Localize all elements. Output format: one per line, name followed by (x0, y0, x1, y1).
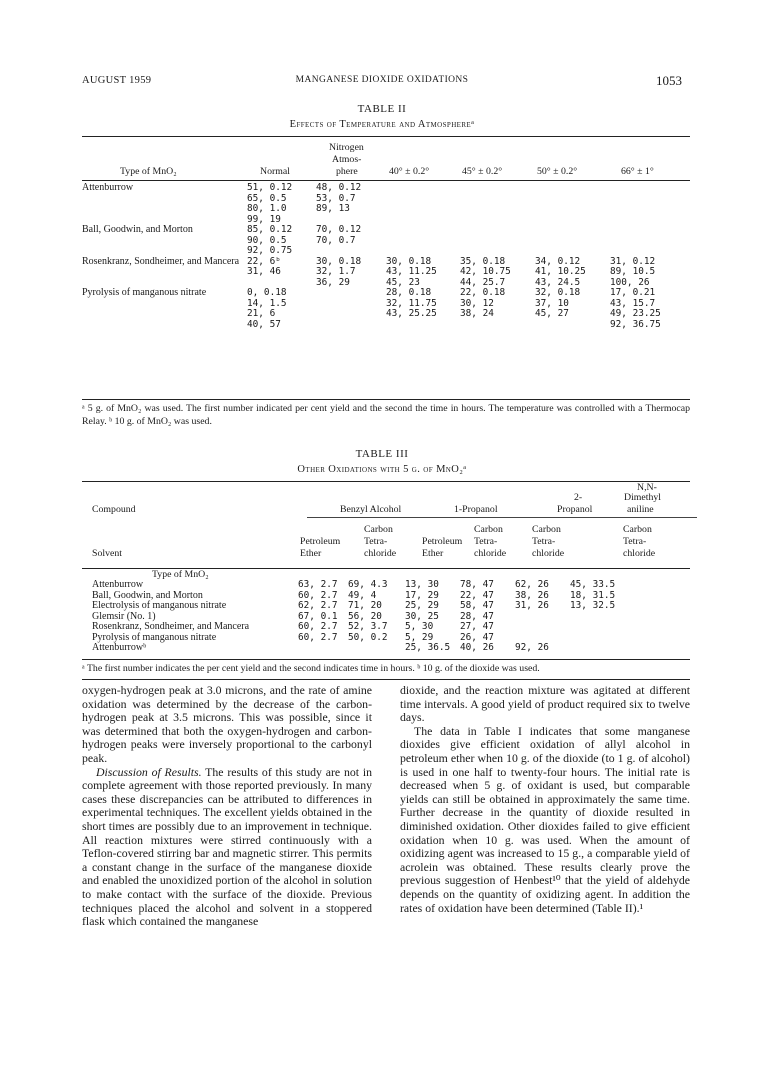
table3-label: TABLE III (355, 448, 409, 460)
table-row (82, 267, 690, 278)
solvent-header-line: Tetra- (623, 536, 647, 547)
table-cell: 89, 10.5 (610, 266, 656, 277)
table-row (82, 194, 690, 205)
dma-label-a: N,N- (637, 482, 657, 493)
solvent-header-line: Petroleum (422, 536, 463, 547)
table-cell: 28, 0.18 (386, 287, 432, 298)
table-cell: 49, 4 (348, 589, 377, 601)
table-cell: 45, 27 (535, 308, 569, 319)
table-cell (460, 183, 535, 194)
table-cell: 35, 0.18 (460, 255, 506, 267)
table3-title: Other Oxidations with 5 g. of MnO₂ᵃ (297, 464, 467, 475)
table-cell: 48, 0.12 (316, 182, 362, 193)
table-row (82, 246, 690, 257)
table-cell: 26, 47 (460, 631, 494, 643)
table-cell (316, 309, 386, 320)
solvent-header-line: Ether (300, 548, 322, 559)
discussion-text: The results of this study are not in complete agreement with those reported previously. In many cases these discrepancies can be attributed to differences in experimental techniques. The excellent yields obtained in the short times are possibly due to an improvement in technique. All reaction mixtures were stirred continuously with a Teflon-covered stirring bar and magnetic stirrer. This permits a constant change in the surface of the manganese dioxide and enabled the unoxidized portion of the alcohol in solution to make contact with the surface of the dioxide. Previous techniques placed the alcohol and solvent in a stoppered flask which contained the manganese (82, 764, 373, 929)
table-row (82, 225, 690, 236)
table-cell: 5, 29 (405, 631, 434, 643)
table-cell: 71, 20 (348, 600, 382, 611)
table-cell (535, 194, 610, 205)
table-cell: 28, 47 (460, 610, 494, 622)
table-cell: 31, 26 (515, 600, 549, 611)
table-cell (386, 225, 460, 236)
table-row (82, 288, 690, 299)
row-label: Glemsir (No. 1) (92, 610, 156, 622)
table-cell: 90, 0.5 (247, 234, 287, 246)
table-cell (570, 633, 690, 644)
table-cell (460, 225, 535, 236)
table-cell: 32, 0.18 (535, 287, 581, 298)
row-label: Rosenkranz, Sondheimer, and Mancera (82, 255, 240, 267)
table-cell (610, 204, 690, 215)
left-paragraph-2 (82, 766, 372, 929)
page-number: 1053 (656, 73, 682, 88)
table2-header-40: 40° ± 0.2° (389, 166, 430, 177)
table-cell: 30, 0.18 (386, 255, 432, 267)
table-cell: 53, 0.7 (316, 192, 356, 204)
row-label: Pyrolysis of manganous nitrate (82, 287, 207, 298)
table-cell: 14, 1.5 (247, 297, 287, 309)
table-cell: 40, 57 (247, 318, 281, 330)
table3-bottom-rule (82, 659, 690, 660)
table-cell: 43, 25.25 (386, 308, 437, 319)
table2-header-atmos: Atmos- (332, 154, 362, 165)
compound-underline (307, 517, 697, 518)
table-cell: 43, 11.25 (386, 266, 437, 277)
table3-footnote: ᵃ The first number indicates the per cent yield and the second indicates time in hours. ᵇ 10 g. of the dioxide was used. (82, 663, 540, 674)
table-cell: 65, 0.5 (247, 192, 287, 204)
table-cell (460, 246, 535, 257)
row-label (82, 267, 247, 278)
row-label: Electrolysis of manganous nitrate (92, 600, 227, 611)
table-cell: 89, 13 (316, 203, 350, 214)
table-cell (570, 622, 690, 633)
table-cell: 25, 29 (405, 600, 439, 611)
table-cell: 70, 0.7 (316, 234, 356, 246)
table-cell: 62, 26 (515, 579, 549, 590)
solvent-header-line: Tetra- (474, 536, 498, 547)
table-cell: 62, 2.7 (298, 600, 338, 611)
table-row (82, 601, 690, 612)
solvent-header-line: Petroleum (300, 536, 341, 547)
table-cell: 92, 26 (515, 642, 549, 653)
table2-header (82, 140, 690, 180)
table-cell (570, 612, 690, 623)
table-cell: 60, 2.7 (298, 589, 338, 601)
table-cell: 92, 36.75 (610, 318, 661, 330)
solvent-header-line: chloride (532, 548, 565, 559)
table-cell (316, 288, 386, 299)
table-cell: 22, 47 (460, 589, 494, 601)
table-cell: 34, 0.12 (535, 255, 581, 267)
table-cell (535, 320, 610, 331)
row-label (82, 194, 247, 205)
table-cell (316, 246, 386, 257)
row-label (82, 309, 247, 320)
table-cell (535, 204, 610, 215)
table-cell: 5, 30 (405, 621, 434, 632)
table-cell (535, 246, 610, 257)
table-cell (298, 643, 348, 654)
table-cell: 13, 30 (405, 579, 439, 590)
row-label (82, 320, 247, 331)
table2-title: Effects of Temperature and Atmosphereᵃ (289, 119, 475, 130)
compound-label: Compound (92, 504, 136, 515)
issue-date: AUGUST 1959 (82, 75, 152, 86)
solvent-header-line: Tetra- (532, 536, 556, 547)
table-row (82, 580, 690, 591)
solvent-header-line: Carbon (532, 524, 561, 535)
table-cell: 60, 2.7 (298, 621, 338, 632)
table2-header-type: Type of MnO₂ (120, 166, 177, 177)
solvent-header-line: chloride (623, 548, 656, 559)
row-label: Attenburrowᵇ (92, 642, 147, 653)
table2-header-phere: phere (336, 166, 358, 177)
solvent-header-line: chloride (474, 548, 507, 559)
table-cell: 30, 25 (405, 610, 439, 622)
table-cell: 22, 0.18 (460, 287, 506, 298)
table-cell: 0, 0.18 (247, 287, 287, 298)
table-cell (460, 204, 535, 215)
table-row (82, 236, 690, 247)
table3-header (82, 483, 690, 567)
left-paragraph-1: oxygen-hydrogen peak at 3.0 microns, and the rate of amine oxidation was determined by the decrease of the carbon-hydrogen peak at 3.5 microns. This was possible, since it was determined that both the oxygen-hydrogen and carbon-hydrogen peaks were inversely proportional to the carbonyl peak. (82, 683, 372, 765)
table-row (82, 204, 690, 215)
discussion-heading: Discussion of Results. (96, 764, 202, 779)
table-cell: 58, 47 (460, 600, 494, 611)
table-cell: 60, 2.7 (298, 631, 338, 643)
table-cell (386, 215, 460, 226)
table-cell (610, 225, 690, 236)
table-cell: 50, 0.2 (348, 631, 388, 643)
table-cell: 85, 0.12 (247, 224, 293, 235)
table-cell (515, 612, 570, 623)
table-cell: 100, 26 (610, 276, 650, 288)
table-cell: 17, 29 (405, 589, 439, 601)
table-cell (535, 236, 610, 247)
table-cell: 36, 29 (316, 276, 350, 288)
benzyl-label: Benzyl Alcohol (340, 504, 402, 515)
table-cell (386, 204, 460, 215)
row-label: Rosenkranz, Sondheimer, and Mancera (92, 621, 250, 632)
table2-header-50: 50° ± 0.2° (537, 166, 578, 177)
row-label: Attenburrow (92, 579, 144, 590)
right-paragraph-2: The data in Table I indicates that some manganese dioxides give efficient oxidation of allyl alcohol in petroleum ether when 10 g. of the dioxide (to 1 g. of alcohol) is used in one half to twenty-four hours. The initial rate is decreased when 5 g. of oxidant is used, but comparable yields can still be obtained in approximately the same time. Further decrease in the quantity of dioxide resulted in diminished oxidation. Other dioxides failed to give efficient oxidation when 10 g. was used. When the amount of oxidizing agent was increased to 15 g., a comparable yield of acrolein was obtained. These results clearly prove the previous suggestion of Henbest¹⁰ that the yield of aldehyde depends on the quantity of oxidizing agent. In addition the rates of oxidation have been determined (Table II).¹ (400, 723, 690, 915)
table-row (82, 633, 690, 644)
table-cell (610, 183, 690, 194)
table-cell: 51, 0.12 (247, 182, 293, 193)
article-short-title: MANGANESE DIOXIDE OXIDATIONS (295, 75, 469, 85)
body-column-left (82, 684, 372, 929)
row-label: Ball, Goodwin, and Morton (92, 589, 203, 601)
table-cell: 42, 10.75 (460, 266, 511, 277)
table2-header-rule (82, 180, 690, 181)
running-head (82, 75, 682, 91)
type-of-mno2-label: Type of MnO₂ (152, 569, 209, 580)
table-row (82, 622, 690, 633)
table-cell: 31, 46 (247, 266, 281, 277)
table-cell (570, 643, 690, 654)
table-cell (386, 236, 460, 247)
table-cell: 70, 0.12 (316, 224, 362, 235)
table-cell: 41, 10.25 (535, 266, 586, 277)
row-label (82, 246, 247, 257)
table-cell: 32, 11.75 (386, 297, 437, 309)
table-cell (535, 225, 610, 236)
table-cell (535, 215, 610, 226)
table-cell: 45, 33.5 (570, 579, 616, 590)
table-cell: 49, 23.25 (610, 308, 661, 319)
table3-top-rule (82, 481, 690, 482)
table-cell: 31, 0.12 (610, 255, 656, 267)
table-cell: 30, 12 (460, 297, 494, 309)
solvent-header-line: Tetra- (364, 536, 388, 547)
table-cell (460, 194, 535, 205)
solvent-header-line: chloride (364, 548, 397, 559)
table-cell (386, 246, 460, 257)
row-label: Pyrolysis of manganous nitrate (92, 631, 217, 643)
dma-label-c: aniline (627, 504, 654, 515)
table-cell: 78, 47 (460, 579, 494, 590)
table-cell (316, 320, 386, 331)
table2-header-45: 45° ± 0.2° (462, 166, 503, 177)
table2-header-normal: Normal (260, 166, 290, 177)
table-cell: 21, 6 (247, 308, 276, 319)
table-cell: 99, 19 (247, 213, 281, 225)
row-label (82, 204, 247, 215)
propanol2-label-b: Propanol (557, 504, 593, 515)
table-cell: 63, 2.7 (298, 579, 338, 590)
right-paragraph-1: dioxide, and the reaction mixture was agitated at different time intervals. A good yield of product required six to twelve days. (400, 683, 690, 725)
row-label (82, 299, 247, 310)
table-cell: 43, 24.5 (535, 276, 581, 288)
table-cell: 45, 23 (386, 276, 420, 288)
table-cell: 13, 32.5 (570, 600, 616, 611)
propanol2-label-a: 2- (574, 492, 583, 503)
table-cell: 38, 24 (460, 308, 494, 319)
table-cell (610, 246, 690, 257)
table-cell: 92, 0.75 (247, 245, 293, 256)
table-cell (610, 236, 690, 247)
table-row (82, 643, 690, 654)
table-cell (348, 643, 405, 654)
table-cell (386, 183, 460, 194)
table-cell (460, 236, 535, 247)
table2 (82, 183, 690, 330)
solvent-header-line: Carbon (623, 524, 652, 535)
solvent-header-line: Carbon (474, 524, 503, 535)
table-cell: 18, 31.5 (570, 589, 616, 601)
table-cell (460, 320, 535, 331)
table-row (82, 183, 690, 194)
table-cell: 38, 26 (515, 589, 549, 601)
table-cell: 37, 10 (535, 297, 569, 309)
table-cell: 44, 25.7 (460, 276, 506, 288)
table3 (82, 580, 690, 654)
table-cell: 17, 0.21 (610, 287, 656, 298)
section-rule (82, 679, 690, 680)
table-row (82, 309, 690, 320)
row-label: Attenburrow (82, 182, 134, 193)
table-cell: 52, 3.7 (348, 621, 388, 632)
table-cell: 22, 6ᵇ (247, 255, 281, 267)
table-cell (610, 194, 690, 205)
table2-footnote: ᵃ 5 g. of MnO₂ was used. The first number indicated per cent yield and the second the time in hours. The temperature was controlled with a Thermocap Relay. ᵇ 10 g. of MnO₂ was used. (82, 403, 690, 427)
table-row (82, 320, 690, 331)
table-cell: 67, 0.1 (298, 610, 338, 622)
table-cell (386, 320, 460, 331)
row-label: Ball, Goodwin, and Morton (82, 224, 193, 235)
table2-label: TABLE II (357, 103, 407, 115)
table-cell: 80, 1.0 (247, 203, 287, 214)
solvent-header-line: Carbon (364, 524, 393, 535)
table-cell (460, 215, 535, 226)
table-cell: 27, 47 (460, 621, 494, 632)
body-column-right (400, 684, 690, 915)
solvent-header-line: Ether (422, 548, 444, 559)
table-cell: 69, 4.3 (348, 579, 388, 590)
table-cell (535, 183, 610, 194)
solvent-label: Solvent (92, 548, 122, 559)
table-cell: 30, 0.18 (316, 255, 362, 267)
table-cell: 32, 1.7 (316, 266, 356, 277)
table-cell (610, 215, 690, 226)
table2-header-66: 66° ± 1° (621, 166, 654, 177)
table-cell (316, 299, 386, 310)
dma-label-b: Dimethyl (624, 492, 662, 503)
table-cell: 25, 36.5 (405, 642, 451, 653)
table2-bottom-rule (82, 399, 690, 400)
table-cell: 40, 26 (460, 642, 494, 653)
propanol1-label: 1-Propanol (454, 504, 498, 515)
row-label (82, 236, 247, 247)
table-cell: 43, 15.7 (610, 297, 656, 309)
table2-top-rule (82, 136, 690, 137)
table-cell: 56, 20 (348, 610, 382, 622)
table-cell (515, 622, 570, 633)
table-cell (386, 194, 460, 205)
table2-header-nitrogen: Nitrogen (329, 142, 364, 153)
